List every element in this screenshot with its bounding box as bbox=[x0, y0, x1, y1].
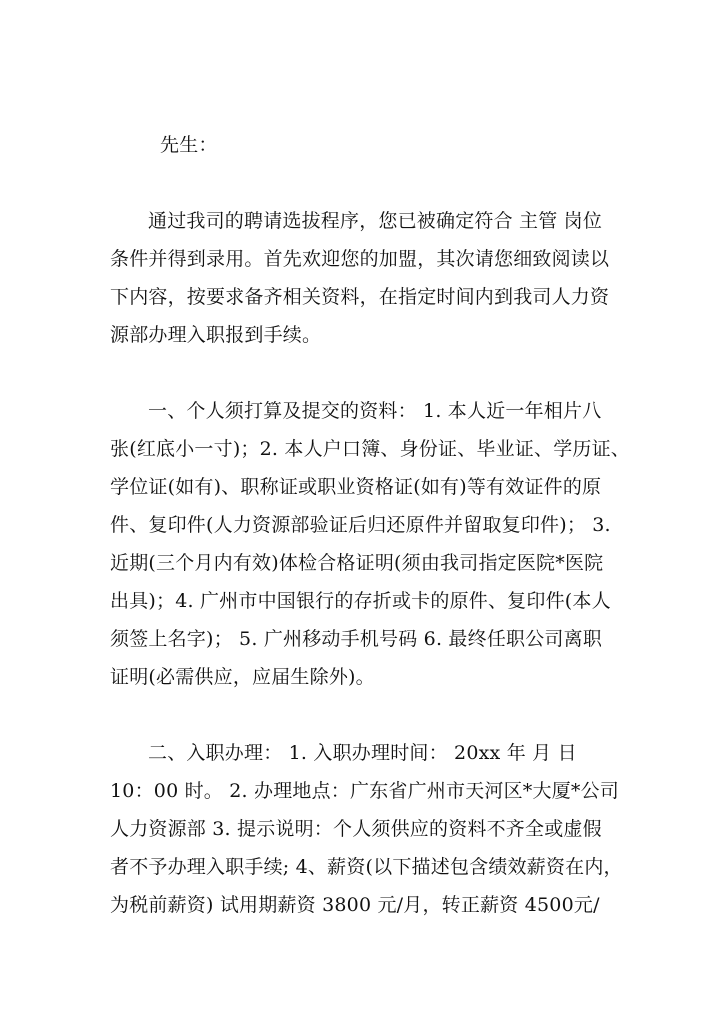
paragraph3-line: 10：00 时。 2. 办理地点：广东省广州市天河区*大厦*公司 bbox=[110, 780, 620, 802]
paragraph3-line: 人力资源部 3. 提示说明：个人须供应的资料不齐全或虚假 bbox=[110, 818, 602, 840]
paragraph3-line: 为税前薪资) 试用期薪资 3800 元/月，转正薪资 4500元/ bbox=[110, 894, 600, 916]
paragraph1-line: 通过我司的聘请选拔程序，您已被确定符合 主管 岗位 bbox=[148, 210, 603, 232]
paragraph2-line: 出具)；4. 广州市中国银行的存折或卡的原件、复印件(本人 bbox=[110, 590, 611, 612]
paragraph3-line: 二、入职办理： 1. 入职办理时间： 20xx 年 月 日 bbox=[148, 742, 577, 764]
paragraph2-line: 证明(必需供应，应届生除外)。 bbox=[110, 666, 375, 688]
paragraph1-line: 下内容，按要求备齐相关资料，在指定时间内到我司人力资 bbox=[110, 286, 610, 308]
paragraph1-line: 条件并得到录用。首先欢迎您的加盟，其次请您细致阅读以 bbox=[110, 248, 610, 270]
paragraph2-line: 一、个人须打算及提交的资料： 1. 本人近一年相片八 bbox=[148, 400, 602, 422]
paragraph2-line: 张(红底小一寸)；2. 本人户口簿、身份证、毕业证、学历证、 bbox=[110, 438, 630, 460]
paragraph3-line: 者不予办理入职手续; 4、薪资(以下描述包含绩效薪资在内， bbox=[110, 856, 623, 878]
paragraph2-line: 件、复印件(人力资源部验证后归还原件并留取复印件)； 3. bbox=[110, 514, 611, 536]
paragraph2-line: 近期(三个月内有效)体检合格证明(须由我司指定医院*医院 bbox=[110, 552, 604, 574]
salutation: 先生： bbox=[160, 134, 218, 156]
paragraph2-line: 学位证(如有)、职称证或职业资格证(如有)等有效证件的原 bbox=[110, 476, 602, 498]
paragraph1-line: 源部办理入职报到手续。 bbox=[110, 324, 322, 346]
paragraph2-line: 须签上名字)； 5. 广州移动手机号码 6. 最终任职公司离职 bbox=[110, 628, 603, 650]
